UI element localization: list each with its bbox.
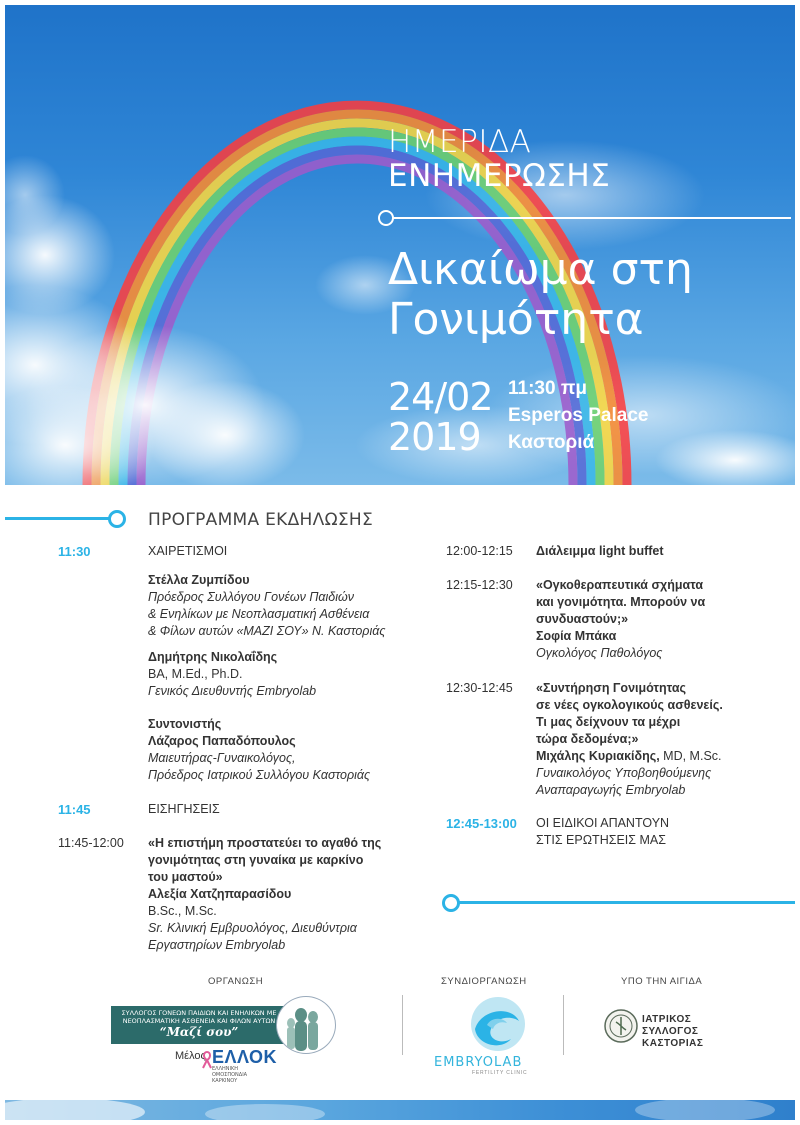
medical-association-line1: ΙΑΤΡΙΚΟΣ (642, 1014, 692, 1025)
member-label: Μέλος (175, 1050, 206, 1062)
talk2-speaker: Σοφία Μπάκα (536, 629, 617, 643)
event-title-line2: Γονιμότητα (388, 294, 644, 345)
program-end-line (458, 901, 795, 904)
ellok-ribbon-icon (200, 1050, 214, 1070)
talk2-title-line1: «Ογκοθεραπευτικά σχήματα (536, 578, 704, 592)
co-organization-label: ΣΥΝΔΙΟΡΓΑΝΩΣΗ (441, 976, 527, 987)
talk3-speaker-line (536, 748, 722, 765)
speaker2-name: Δημήτρης Νικολαΐδης (148, 650, 278, 664)
program-title-dot (108, 510, 126, 528)
event-date-year: 2019 (388, 415, 481, 459)
medical-association-seal-icon (604, 1009, 638, 1043)
medical-association-line2: ΣΥΛΛΟΓΟΣ (642, 1026, 699, 1037)
organizer-emblem-icon (276, 996, 336, 1054)
ellok-sub-line1: ΕΛΛΗΝΙΚΗ (212, 1066, 239, 1072)
organization-label: ΟΡΓΑΝΩΣΗ (208, 976, 264, 987)
talk1-speaker: Αλεξία Χατζηπαρασίδου (148, 887, 292, 901)
talk1-time: 11:45-12:00 (58, 836, 124, 850)
break-label: Διάλειμμα light buffet (536, 544, 664, 558)
talk1-role-line1: Sr. Κλινική Εμβρυολόγος, Διευθύντρια (148, 921, 357, 935)
talk1-title-line3: του μαστού» (148, 870, 223, 884)
embryolab-name: EMBRYOLAB (434, 1055, 523, 1070)
talk3-role-line2: Αναπαραγωγής Embryolab (536, 783, 686, 797)
speaker1-role-line2: & Ενηλίκων με Νεοπλασματική Ασθένεια (148, 607, 370, 621)
talk1-title-line1: «Η επιστήμη προστατεύει το αγαθό της (148, 836, 382, 850)
talk1-role-line2: Εργαστηρίων Embryolab (148, 938, 286, 952)
footer-separator-1 (402, 995, 403, 1055)
talk2-title-line3: συνδυαστούν;» (536, 612, 629, 626)
medical-association-line3: ΚΑΣΤΟΡΙΑΣ (642, 1038, 704, 1049)
event-venue: Esperos Palace (508, 405, 649, 426)
talk2-role: Ογκολόγος Παθολόγος (536, 646, 663, 660)
organizer-name-line1: ΣΥΛΛΟΓΟΣ ΓΟΝΕΩΝ ΠΑΙΔΙΩΝ ΚΑΙ ΕΝΗΛΙΚΩΝ ΜΕ (121, 1009, 277, 1017)
talk3-degrees: MD, M.Sc. (659, 749, 722, 763)
event-city: Καστοριά (508, 432, 595, 453)
ellok-subtitle (212, 1066, 247, 1084)
qa-label-line1: ΟΙ ΕΙΔΙΚΟΙ ΑΠΑΝΤΟΥΝ (536, 816, 670, 830)
speaker2-role: Γενικός Διευθυντής Embryolab (148, 684, 317, 698)
event-type-line1: ΗΜΕΡΙΔΑ (388, 124, 532, 160)
event-type-line2: ΕΝΗΜΕΡΩΣΗΣ (388, 158, 611, 194)
break-time: 12:00-12:15 (446, 544, 513, 558)
coordinator-label: Συντονιστής (148, 717, 222, 731)
organizer-logo-banner (111, 1006, 287, 1044)
ellok-logo-text: ΕΛΛΟΚ (212, 1047, 278, 1067)
program-title-line (5, 517, 110, 520)
speaker1-role-line1: Πρόεδρος Συλλόγου Γονέων Παιδιών (148, 590, 354, 604)
embryolab-tagline: FERTILITY CLINIC (472, 1070, 528, 1076)
ellok-sub-line2: ΟΜΟΣΠΟΝΔΙΑ (212, 1072, 248, 1078)
event-title-line1: Δικαίωμα στη (388, 244, 693, 295)
talk3-title-line4: τώρα δεδομένα;» (536, 732, 639, 746)
organizer-name-line2: ΝΕΟΠΛΑΣΜΑΤΙΚΗ ΑΣΘΕΝΕΙΑ ΚΑΙ ΦΙΛΩΝ ΑΥΤΩΝ (122, 1017, 276, 1025)
embryolab-logo-icon (467, 995, 529, 1053)
welcome-time: 11:30 (58, 544, 91, 559)
talks-time: 11:45 (58, 802, 91, 817)
talk3-title-line3: Τι μας δείχνουν τα μέχρι (536, 715, 681, 729)
talk2-title-line2: και γονιμότητα. Μπορούν να (536, 595, 706, 609)
talk2-time: 12:15-12:30 (446, 578, 513, 592)
organizer-short-name: “Μαζί σου” (159, 1025, 239, 1039)
speaker2-degrees: BA, M.Ed., Ph.D. (148, 667, 243, 681)
talk1-degrees: B.Sc., M.Sc. (148, 904, 217, 918)
talk3-role-line1: Γυναικολόγος Υποβοηθούμενης (536, 766, 712, 780)
speaker1-role-line3: & Φίλων αυτών «ΜΑΖΙ ΣΟΥ» Ν. Καστοριάς (148, 624, 386, 638)
hero-divider-dot (378, 210, 394, 226)
footer-separator-2 (563, 995, 564, 1055)
qa-time: 12:45-13:00 (446, 816, 517, 831)
talk1-title-line2: γονιμότητας στη γυναίκα με καρκίνο (148, 853, 364, 867)
coordinator-name: Λάζαρος Παπαδόπουλος (148, 734, 296, 748)
talks-label: ΕΙΣΗΓΗΣΕΙΣ (148, 802, 220, 816)
talk3-time: 12:30-12:45 (446, 681, 513, 695)
talk3-title-line2: σε νέες ογκολογικούς ασθενείς. (536, 698, 723, 712)
event-time: 11:30 πμ (508, 378, 587, 399)
qa-label-line2: ΣΤΙΣ ΕΡΩΤΗΣΕΙΣ ΜΑΣ (536, 833, 666, 847)
coordinator-role-line1: Μαιευτήρας-Γυναικολόγος, (148, 751, 296, 765)
program-title: ΠΡΟΓΡΑΜΜΑ ΕΚΔΗΛΩΣΗΣ (148, 510, 374, 530)
talk3-speaker: Μιχάλης Κυριακίδης, (536, 749, 660, 763)
hero-divider-line (393, 217, 791, 219)
coordinator-role-line2: Πρόεδρος Ιατρικού Συλλόγου Καστοριάς (148, 768, 371, 782)
speaker1-name: Στέλλα Ζυμπίδου (148, 573, 250, 587)
auspices-label: ΥΠΟ ΤΗΝ ΑΙΓΙΔΑ (621, 976, 703, 987)
event-date-day: 24/02 (388, 375, 493, 419)
ellok-sub-line3: ΚΑΡΚΙΝΟΥ (212, 1078, 238, 1084)
welcome-label: ΧΑΙΡΕΤΙΣΜΟΙ (148, 544, 228, 558)
talk3-title-line1: «Συντήρηση Γονιμότητας (536, 681, 687, 695)
hero-banner (5, 5, 795, 485)
bottom-sky-band (5, 1100, 795, 1120)
